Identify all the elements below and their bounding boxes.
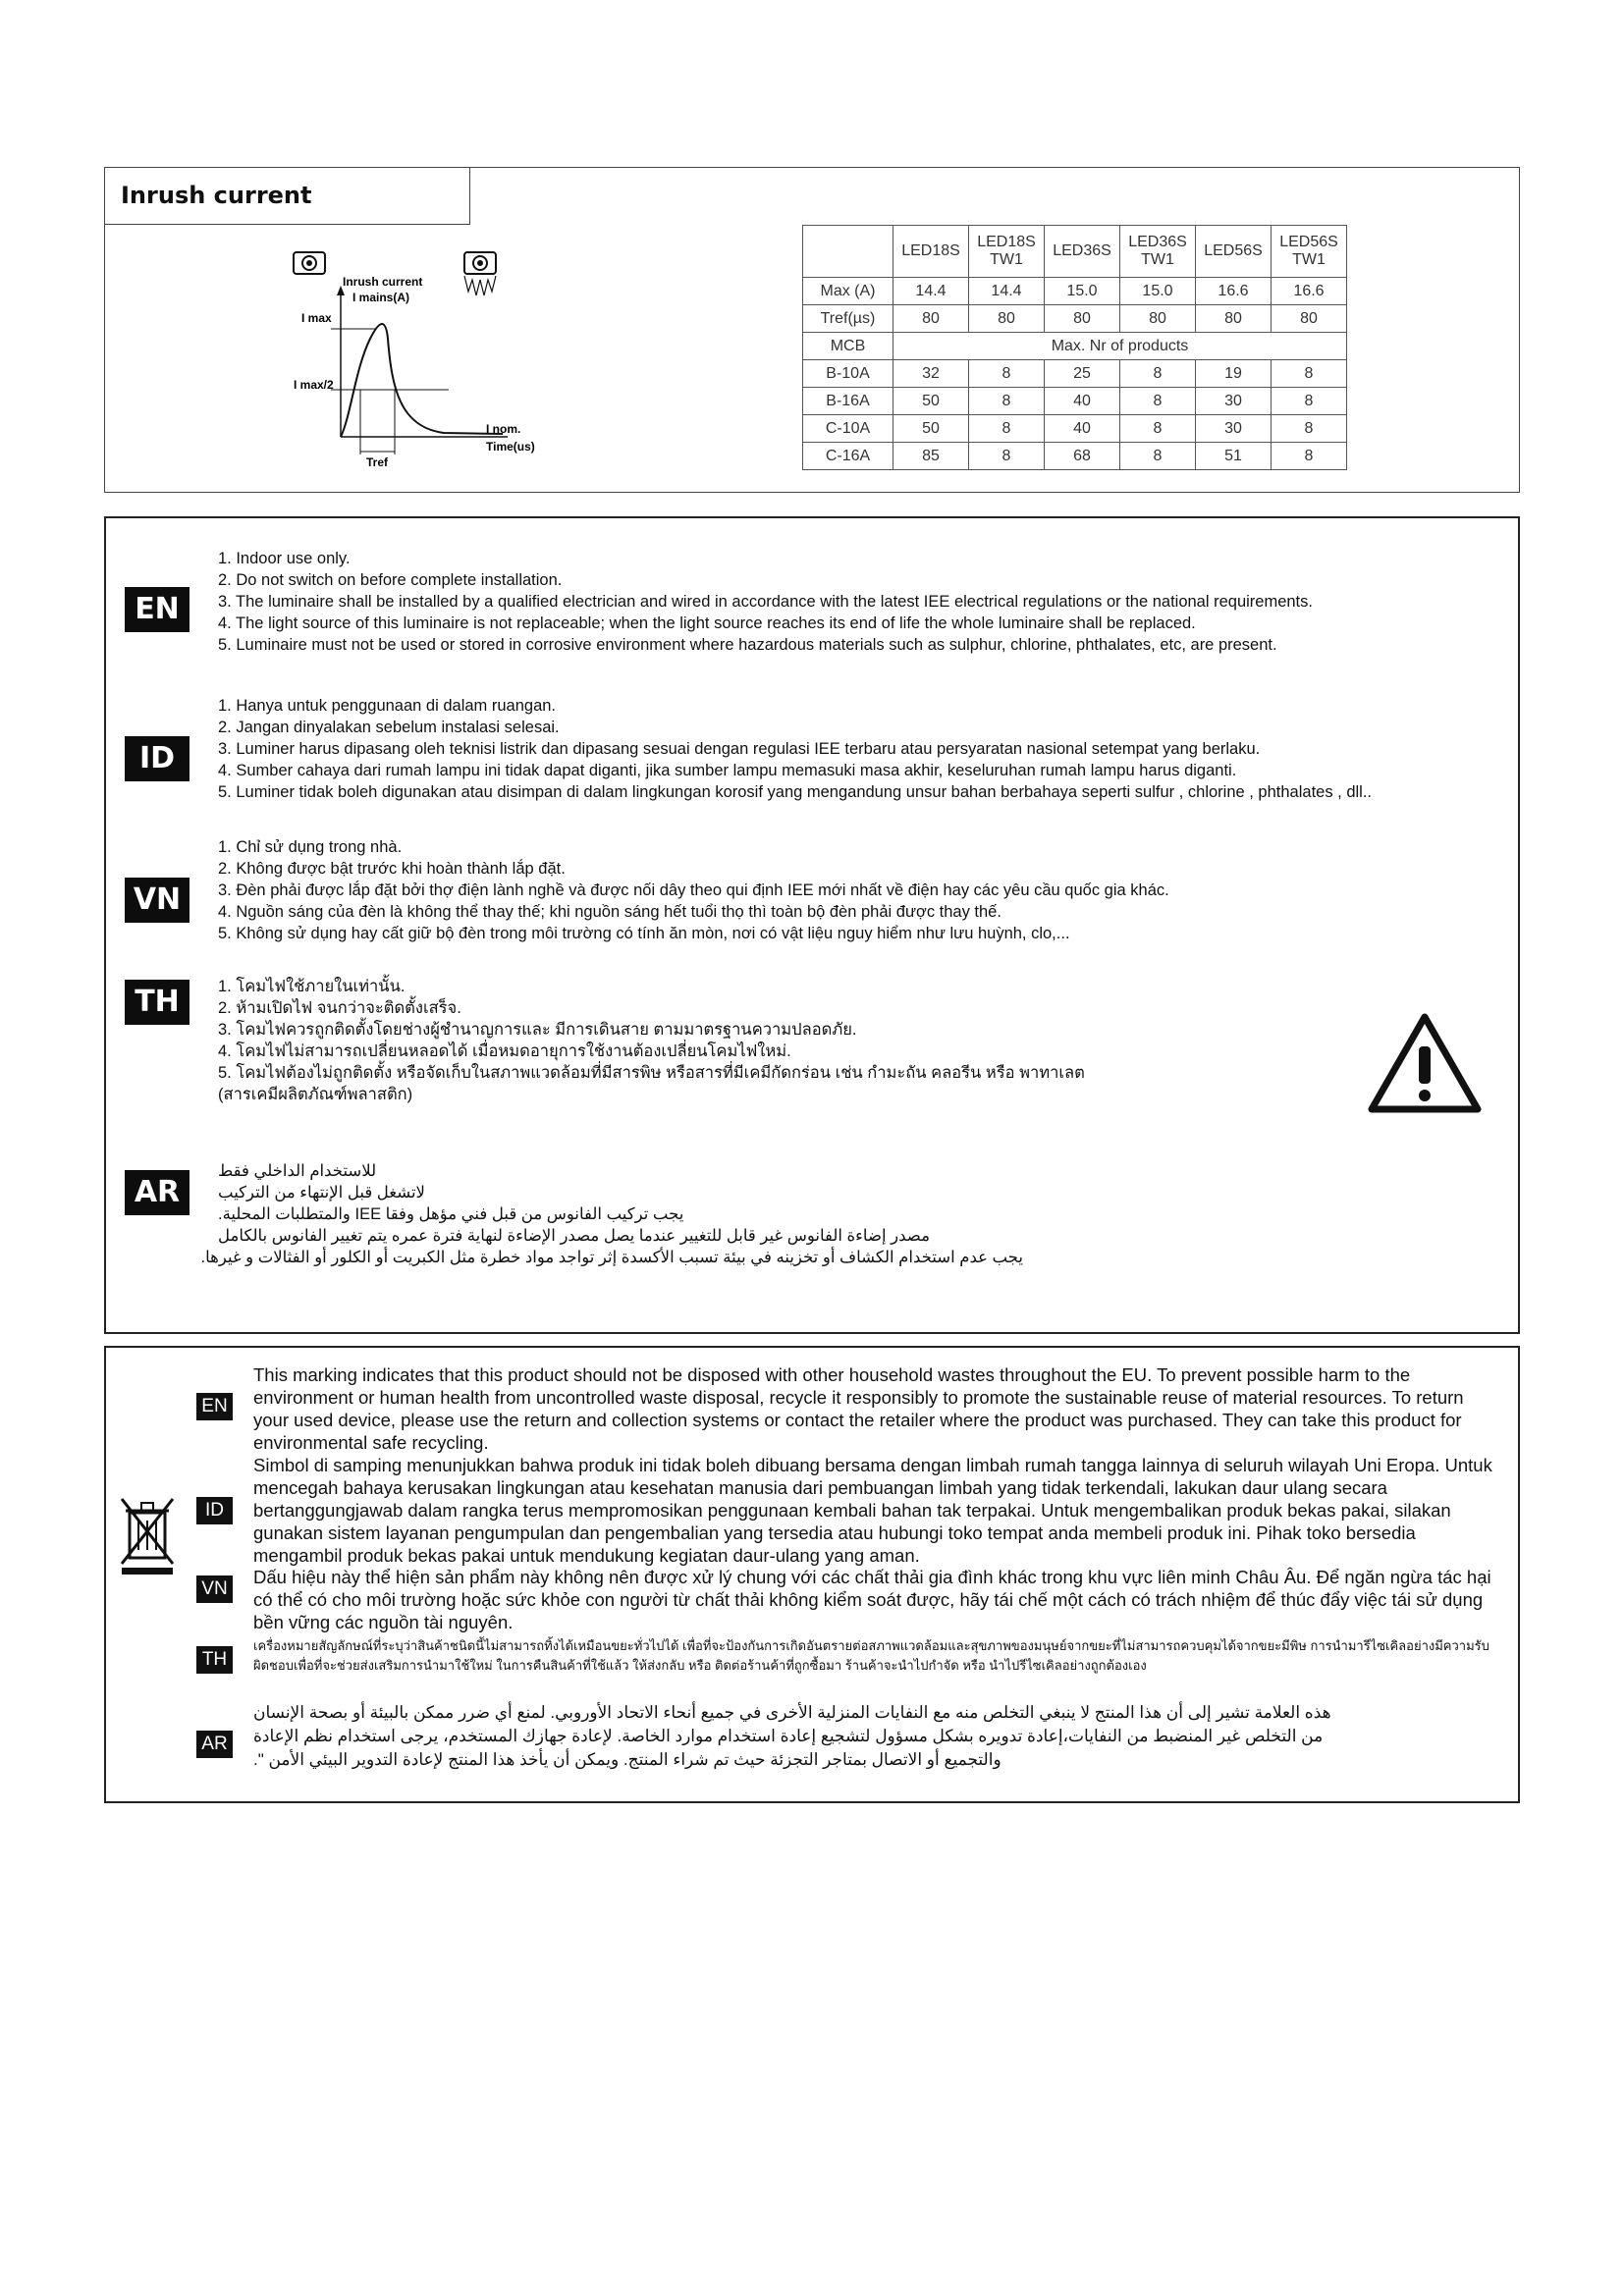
warning-line: مصدر إضاءة الفانوس غير قابل للتغيير عندما يصل مصدر الإضاءة لنهاية فترة عمره يتم تغيير الفانوس بالكامل	[218, 1227, 930, 1245]
table-cell: 15.0	[1045, 278, 1120, 305]
table-header: LED18S	[893, 226, 969, 278]
table-cell: 8	[1272, 388, 1347, 415]
warning-line: للاستخدام الداخلي فقط	[218, 1162, 377, 1180]
language-badge-th: TH	[196, 1646, 233, 1674]
table-cell: 68	[1045, 443, 1120, 470]
warning-line: 4. Nguồn sáng của đèn là không thể thay thế; khi nguồn sáng hết tuổi thọ thì toàn bộ đèn phải được thay thế.	[218, 903, 1001, 921]
table-cell: 32	[893, 360, 969, 388]
table-cell: C-16A	[803, 443, 893, 470]
table-cell: 50	[893, 388, 969, 415]
table-cell: 80	[1045, 305, 1120, 333]
table-row	[803, 278, 1347, 305]
table-row	[803, 388, 1347, 415]
table-cell: 16.6	[1196, 278, 1272, 305]
inrush-section	[104, 167, 1520, 493]
table-cell: 80	[1272, 305, 1347, 333]
warning-line: (สารเคมีผลิตภัณฑ์พลาสติก)	[218, 1086, 413, 1103]
table-cell: 16.6	[1272, 278, 1347, 305]
table-cell: 51	[1196, 443, 1272, 470]
graph-label-inrush: Inrush current	[343, 275, 423, 289]
graph-label-tref: Tref	[366, 455, 389, 466]
table-cell: 85	[893, 443, 969, 470]
table-cell: 8	[969, 388, 1045, 415]
inrush-graph	[272, 250, 596, 466]
table-cell: 14.4	[969, 278, 1045, 305]
table-row	[803, 333, 1347, 360]
table-cell: 30	[1196, 415, 1272, 443]
warning-line: 1. Hanya untuk penggunaan di dalam ruangan.	[218, 697, 557, 715]
table-cell: 8	[969, 415, 1045, 443]
weee-section	[104, 1346, 1520, 1803]
graph-label-time: Time(us)	[486, 440, 535, 454]
language-badge-th: TH	[125, 980, 189, 1025]
warning-line: 5. Luminer tidak boleh digunakan atau disimpan di dalam lingkungan korosif yang mengandung unsur bahan berbahaya seperti sulfur , chlorine , phthalates , dll..	[218, 783, 1373, 801]
table-cell: 80	[1120, 305, 1196, 333]
warning-line: 3. Luminer harus dipasang oleh teknisi listrik dan dipasang sesuai dengan regulasi IEE terbaru atau persyaratan nasional setempat yang berlaku.	[218, 740, 1261, 758]
weee-text-vn: Dấu hiệu này thể hiện sản phẩm này không nên được xử lý chung với các chất thải gia đình khác trong khu vực liên minh Châu Âu. Để ngăn ngừa tác hại có thể có cho môi trường hoặc sức khỏe con người từ chất thải không kiểm soát được, hãy tái chế một cách có trách nhiệm để thúc đẩy việc tái sử dụng bền vững các nguồn tài nguyên.	[253, 1567, 1491, 1632]
language-badge-vn: VN	[125, 878, 189, 923]
graph-label-imax-half: I max/2	[294, 378, 334, 392]
table-cell: 8	[969, 443, 1045, 470]
table-cell: Tref(µs)	[803, 305, 893, 333]
table-cell: 40	[1045, 415, 1120, 443]
warning-line: 3. Đèn phải được lắp đặt bởi thợ điện lành nghề và được nối dây theo qui định IEE mới nhất về điện hay các yêu cầu quốc gia khác.	[218, 881, 1169, 899]
luminaire-on-icon	[464, 252, 496, 295]
warning-line: 1. Chỉ sử dụng trong nhà.	[218, 838, 403, 856]
warning-line: لاتشغل قبل الإنتهاء من التركيب	[218, 1184, 425, 1201]
table-cell: 8	[1272, 360, 1347, 388]
warning-line: 1. โคมไฟใช้ภายในเท่านั้น.	[218, 978, 406, 995]
table-cell: 19	[1196, 360, 1272, 388]
language-badge-vn: VN	[196, 1575, 233, 1603]
language-badge-en: EN	[125, 587, 189, 632]
table-header: LED36S TW1	[1120, 226, 1196, 278]
language-badge-id: ID	[125, 736, 189, 781]
table-header: LED18S TW1	[969, 226, 1045, 278]
table-cell: 14.4	[893, 278, 969, 305]
warning-line: 2. ห้ามเปิดไฟ จนกว่าจะติดตั้งเสร็จ.	[218, 999, 461, 1017]
table-cell: C-10A	[803, 415, 893, 443]
luminaire-off-icon	[294, 252, 325, 274]
warnings-section	[104, 516, 1520, 1334]
table-cell: 8	[1272, 443, 1347, 470]
table-cell: 8	[1120, 360, 1196, 388]
warning-line: 2. Do not switch on before complete installation.	[218, 571, 563, 589]
warning-line: 4. Sumber cahaya dari rumah lampu ini tidak dapat diganti, jika sumber lampu memasuki masa akhir, keseluruhan rumah lampu harus diganti.	[218, 762, 1237, 779]
warning-triangle-icon	[1366, 1011, 1484, 1115]
table-cell: 8	[1120, 415, 1196, 443]
language-badge-ar: AR	[196, 1731, 233, 1758]
crossed-bin-icon	[120, 1495, 175, 1575]
table-cell: 15.0	[1120, 278, 1196, 305]
warning-line: 5. Luminaire must not be used or stored in corrosive environment where hazardous materials such as sulphur, chlorine, phthalates, etc, are present.	[218, 636, 1277, 654]
warning-line: 3. โคมไฟควรถูกติดตั้งโดยช่างผู้ชำนาญการและ มีการเดินสาย ตามมาตรฐานความปลอดภัย.	[218, 1021, 857, 1039]
table-cell: 80	[969, 305, 1045, 333]
table-cell: Max (A)	[803, 278, 893, 305]
warning-line: 4. The light source of this luminaire is not replaceable; when the light source reaches its end of life the whole luminaire shall be replaced.	[218, 614, 1196, 632]
table-row	[803, 415, 1347, 443]
inrush-title: Inrush current	[105, 168, 470, 225]
table-cell: 40	[1045, 388, 1120, 415]
graph-label-imains: I mains(A)	[352, 291, 410, 304]
table-cell: 8	[1120, 443, 1196, 470]
inrush-curve	[341, 324, 503, 437]
table-header: LED56S	[1196, 226, 1272, 278]
table-header: LED56S TW1	[1272, 226, 1347, 278]
warning-line: 2. Jangan dinyalakan sebelum instalasi selesai.	[218, 719, 560, 736]
graph-label-imax: I max	[301, 311, 332, 325]
mcb-span-label: Max. Nr of products	[893, 333, 1347, 360]
warning-line: 2. Không được bật trước khi hoàn thành lắp đặt.	[218, 860, 566, 878]
table-cell: 30	[1196, 388, 1272, 415]
language-badge-id: ID	[196, 1497, 233, 1524]
weee-text-ar: هذه العلامة تشير إلى أن هذا المنتج لا ينبغي التخلص منه مع النفايات المنزلية الأخرى في جميع أنحاء الاتحاد الأوروبي. لمنع أي ضرر ممكن بالبيئة أو بصحة الإنسان من التخلص غير المنضبط من النفايات،إعادة تدويره بشكل مسؤول لتشجيع إعادة استخدام موارد الخاصة. لإعادة جهازك المستخدم، يرجى استخدام نظم الإعادة والتجميع أو الاتصال بمتاجر التجزئة حيث تم شراء المنتج. ويمكن أن يأخذ هذا المنتج لإعادة التدوير البيئي الأمن ".	[253, 1703, 1331, 1769]
table-cell: 80	[1196, 305, 1272, 333]
warning-line: 1. Indoor use only.	[218, 550, 351, 567]
warning-line: 5. Không sử dụng hay cất giữ bộ đèn trong môi trường có tính ăn mòn, nơi có vật liệu nguy hiểm như lưu huỳnh, clo,...	[218, 925, 1070, 942]
inrush-spec-table	[802, 225, 1347, 470]
graph-label-inom: I nom.	[486, 422, 521, 436]
weee-text-th: เครื่องหมายสัญลักษณ์ที่ระบุว่าสินค้าชนิดนี้ไม่สามารถทิ้งได้เหมือนขยะทั่วไปได้ เพื่อที่จะป้องกันการเกิดอันตรายต่อสภาพแวดล้อมและสุขภาพของมนุษย์จากขยะที่ไม่สามารถควบคุมได้จากขยะมีพิษ การนำมารีไซเคิลอย่างมีความรับผิดชอบเพื่อที่จะช่วยส่งเสริมการนำมาใช้ใหม่ ในการคืนสินค้าที่ใช้แล้ว ให้ส่งกลับ หรือ ติดต่อร้านค้าที่ถูกซื้อมา ร้านค้าจะนำไปกำจัด หรือ นำไปรีไซเคิลอย่างถูกต้องเอง	[253, 1638, 1489, 1673]
weee-text-id: Simbol di samping menunjukkan bahwa produk ini tidak boleh dibuang bersama dengan limbah rumah tangga lainnya di seluruh wilayah Uni Eropa. Untuk mencegah bahaya kerusakan lingkungan atau kesehatan manusia dari pembuangan limbah yang tidak terkendali, lakukan daur ulang secara bertanggungjawab dalam rangka terus mempromosikan penggunaan kembali bahan tak terpakai. Untuk mengembalikan produk bekas pakai, silakan gunakan sistem layanan pengumpulan dan pengembalian yang tersedia atau hubungi toko tempat anda membeli produk ini. Pihak toko bersedia mengambil produk bekas pakai untuk mendukung kegiatan daur-ulang yang aman.	[253, 1455, 1492, 1566]
table-header	[803, 226, 893, 278]
table-row	[803, 360, 1347, 388]
mcb-label: MCB	[803, 333, 893, 360]
weee-text-en: This marking indicates that this product should not be disposed with other household wastes throughout the EU. To prevent possible harm to the environment or human health from uncontrolled waste disposal, recycle it responsibly to promote the sustainable reuse of material resources. To return your used device, please use the return and collection systems or contact the retailer where the product was purchased. They can take this product for environmental safe recycling.	[253, 1364, 1464, 1453]
table-header-row	[803, 226, 1347, 278]
table-cell: B-16A	[803, 388, 893, 415]
table-cell: 25	[1045, 360, 1120, 388]
table-cell: 8	[1120, 388, 1196, 415]
warning-line: 5. โคมไฟต้องไม่ถูกติดตั้ง หรือจัดเก็บในสภาพแวดล้อมที่มีสารพิษ หรือสารที่มีเคมีกัดกร่อน เช่น กำมะถัน คลอรีน หรือ พาทาเลต	[218, 1064, 1085, 1082]
table-cell: 8	[1272, 415, 1347, 443]
table-row	[803, 443, 1347, 470]
table-cell: B-10A	[803, 360, 893, 388]
table-row	[803, 305, 1347, 333]
warning-line: يجب عدم استخدام الكشاف أو تخزينه في بيئة تسبب الأكسدة إثر تواجد مواد خطرة مثل الكبريت أو الكلور أو الفثالات و غيرها.	[200, 1249, 1023, 1266]
table-cell: 80	[893, 305, 969, 333]
table-cell: 8	[969, 360, 1045, 388]
table-cell: 50	[893, 415, 969, 443]
warning-line: 3. The luminaire shall be installed by a qualified electrician and wired in accordance with the latest IEE electrical regulations or the national requirements.	[218, 593, 1313, 611]
language-badge-ar: AR	[125, 1170, 189, 1215]
warning-line: يجب تركيب الفانوس من قبل فني مؤهل وفقا IEE والمتطلبات المحلية.	[218, 1205, 684, 1223]
language-badge-en: EN	[196, 1393, 233, 1420]
table-header: LED36S	[1045, 226, 1120, 278]
warning-line: 4. โคมไฟไม่สามารถเปลี่ยนหลอดได้ เมื่อหมดอายุการใช้งานต้องเปลี่ยนโคมไฟใหม่.	[218, 1042, 791, 1060]
